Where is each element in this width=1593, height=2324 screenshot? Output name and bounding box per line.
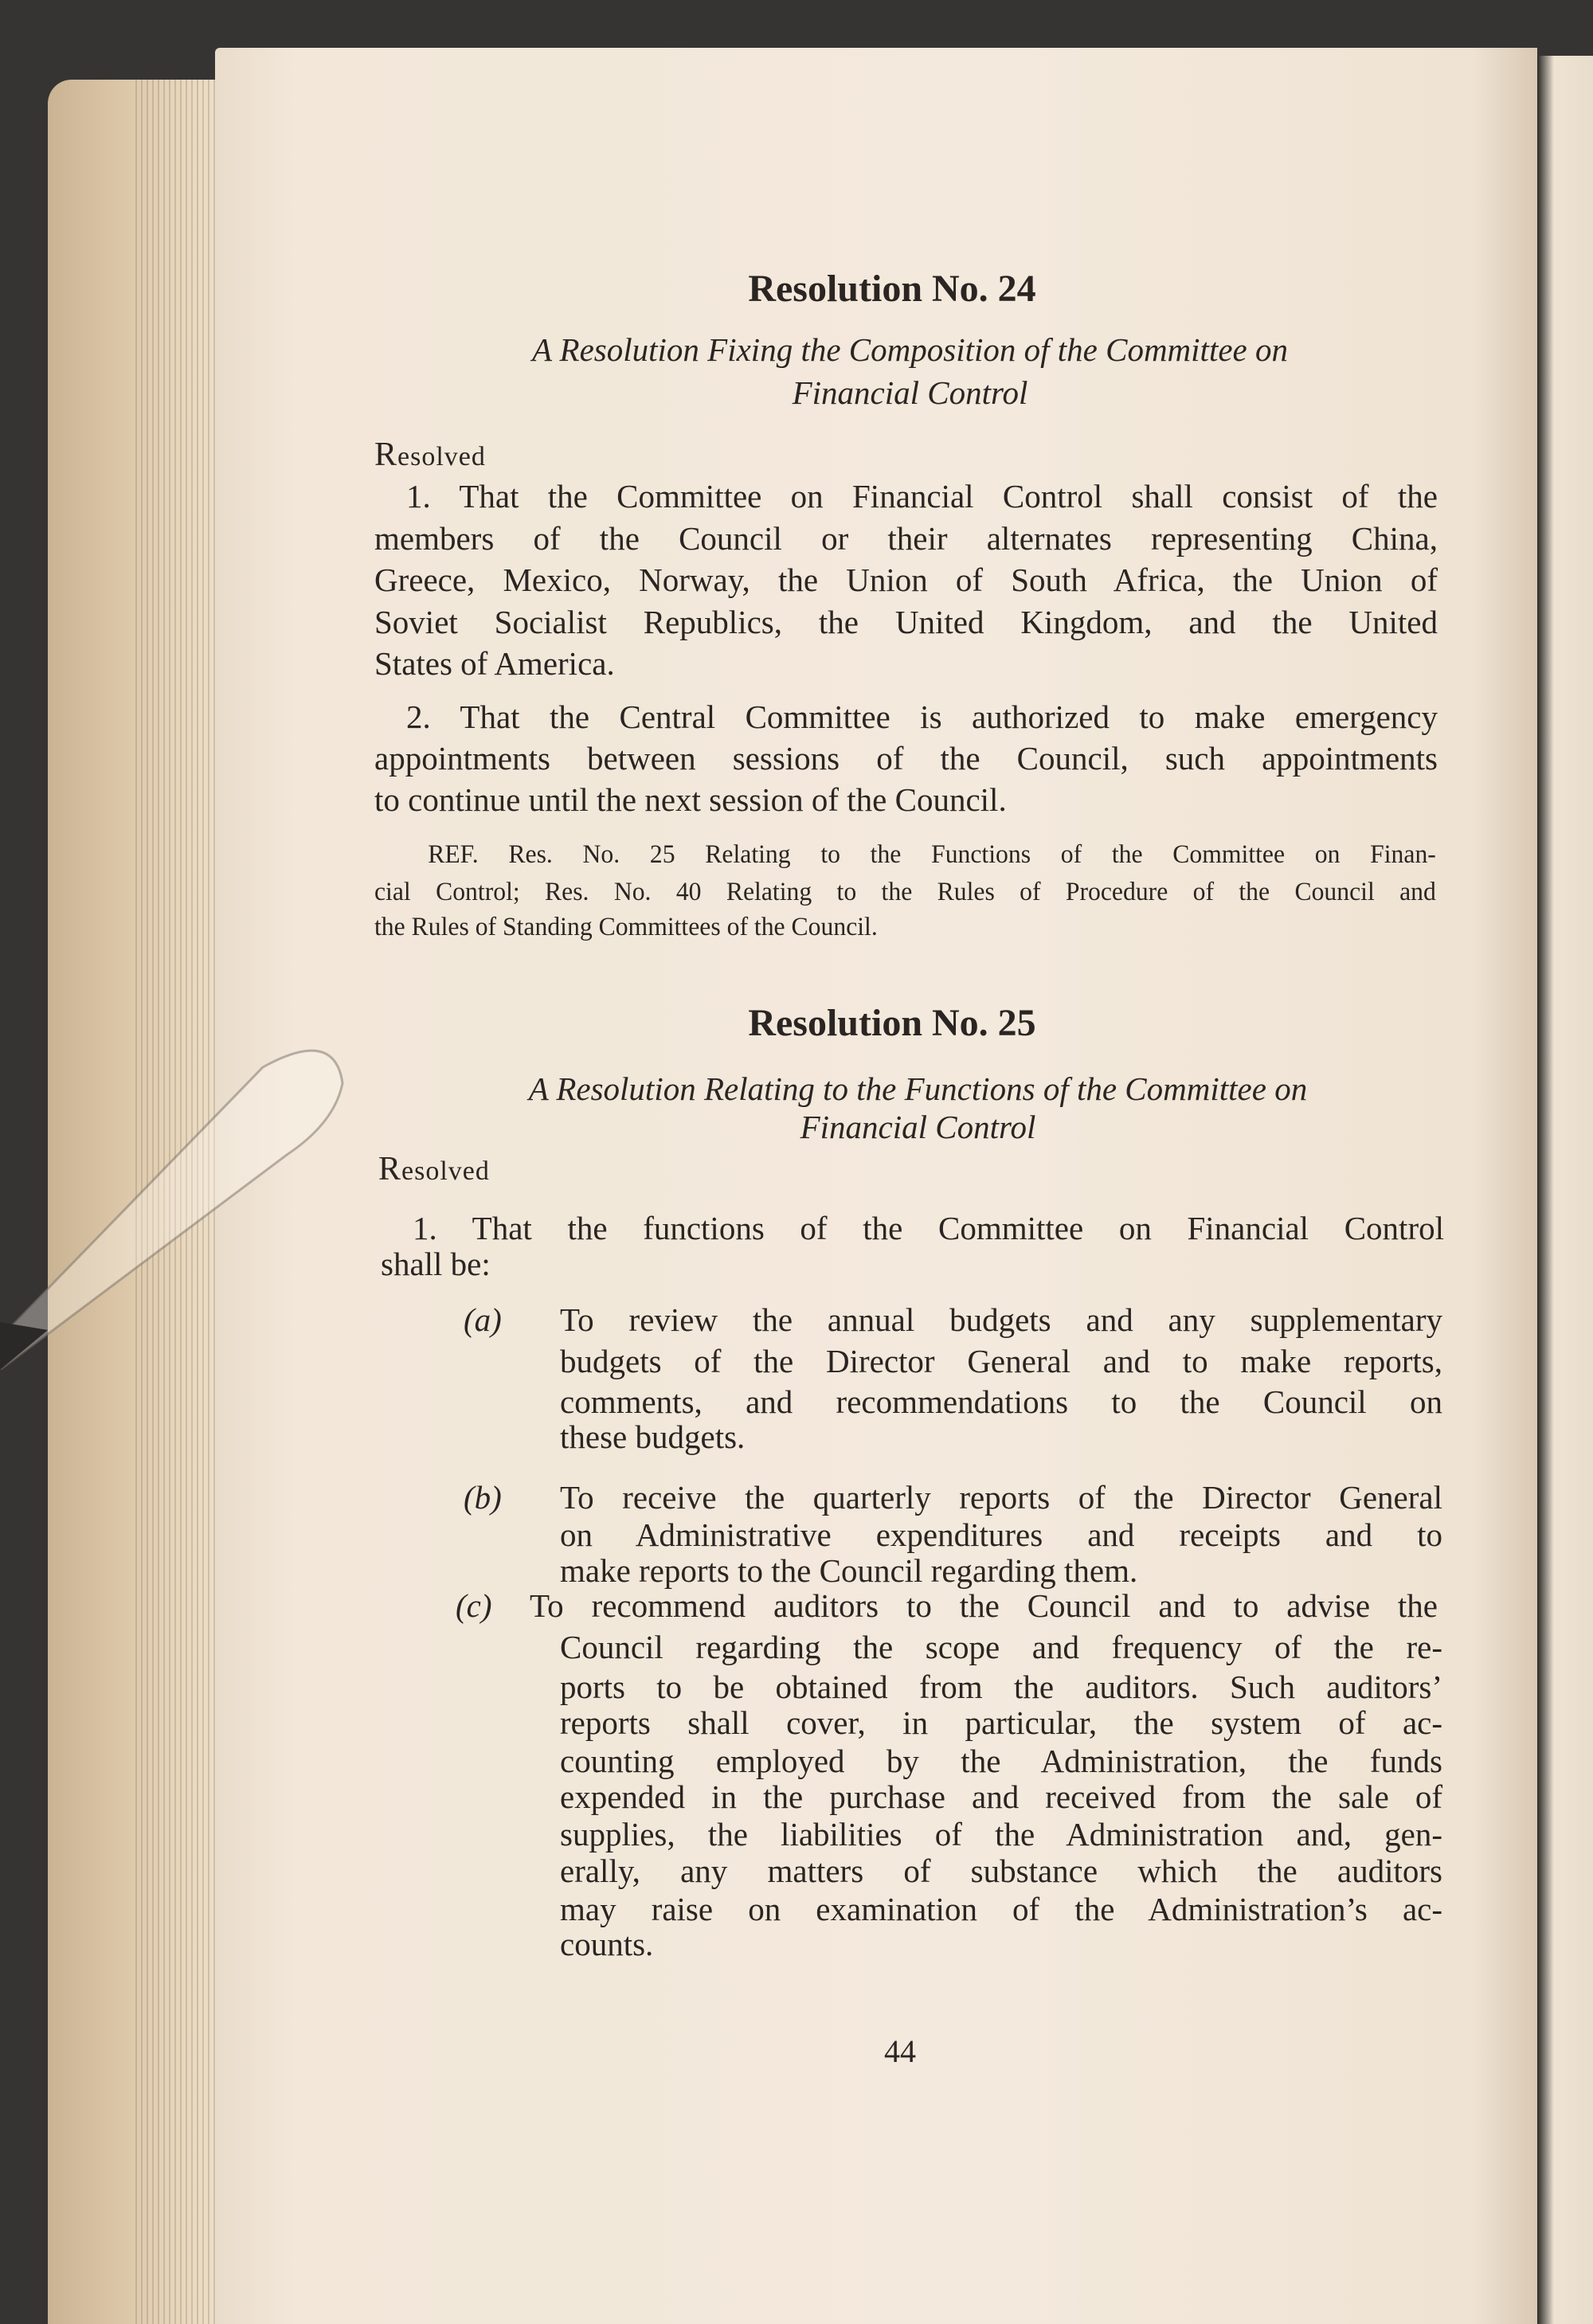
list-item-line: may raise on examination of the Administration’s ac- bbox=[560, 1891, 1442, 1927]
paragraph-line: members of the Council or their alternates representing China, bbox=[374, 520, 1438, 557]
reference-line: the Rules of Standing Committees of the Council. bbox=[374, 913, 878, 941]
resolution-25-title bbox=[0, 1003, 1593, 1044]
resolution-25-subtitle: Financial Control bbox=[800, 1109, 1036, 1145]
resolution-24-subtitle: Financial Control bbox=[792, 374, 1028, 411]
reference-line: REF. Res. No. 25 Relating to the Functions of the Committee on Finan- bbox=[428, 840, 1436, 869]
paragraph-line: appointments between sessions of the Council, such appointments bbox=[374, 740, 1438, 777]
resolution-24-title-text: Resolution No. 24 bbox=[748, 268, 1036, 310]
resolution-25-subtitle: A Resolution Relating to the Functions of the Committee on bbox=[528, 1070, 1308, 1107]
list-item-line: counts. bbox=[560, 1926, 654, 1962]
list-item-line: expended in the purchase and received from the sale of bbox=[560, 1778, 1442, 1815]
resolution-24-subtitle: A Resolution Fixing the Composition of the Committee on bbox=[532, 331, 1288, 368]
resolved-label: Resolved bbox=[374, 436, 486, 473]
paragraph-line: Greece, Mexico, Norway, the Union of South Africa, the Union of bbox=[374, 561, 1438, 598]
list-item-line: ports to be obtained from the auditors. Such auditors’ bbox=[560, 1669, 1442, 1705]
list-item-label: (b) bbox=[464, 1479, 502, 1516]
list-item-line: budgets of the Director General and to make reports, bbox=[560, 1343, 1442, 1379]
paragraph-line: 2. That the Central Committee is authorized to make emergency bbox=[406, 698, 1438, 735]
list-item-line: erally, any matters of substance which the auditors bbox=[560, 1853, 1442, 1889]
resolution-24-title bbox=[0, 268, 1593, 310]
plastic-page-tab bbox=[0, 1035, 382, 1370]
paragraph-line: 1. That the Committee on Financial Control shall consist of the bbox=[406, 478, 1438, 514]
page-number: 44 bbox=[884, 2033, 916, 2069]
list-item-label: (a) bbox=[464, 1301, 502, 1338]
list-item-line: these budgets. bbox=[560, 1418, 746, 1455]
paragraph-line: Soviet Socialist Republics, the United Kingdom, and the United bbox=[374, 604, 1438, 640]
paragraph-line: shall be: bbox=[381, 1246, 491, 1282]
next-page-edge bbox=[1537, 56, 1593, 2324]
list-item-line: comments, and recommendations to the Council on bbox=[560, 1383, 1442, 1420]
resolved-label: Resolved bbox=[378, 1151, 490, 1187]
list-item-line: supplies, the liabilities of the Administration and, gen- bbox=[560, 1816, 1442, 1853]
list-item-line: reports shall cover, in particular, the system of ac- bbox=[560, 1704, 1442, 1741]
list-item-line: on Administrative expenditures and receipts and to bbox=[560, 1516, 1442, 1553]
paragraph-line: 1. That the functions of the Committee on Financial Control bbox=[413, 1210, 1444, 1246]
list-item-line: make reports to the Council regarding them. bbox=[560, 1552, 1138, 1589]
list-item-line: To receive the quarterly reports of the Director General bbox=[560, 1479, 1442, 1516]
list-item-line: counting employed by the Administration, the funds bbox=[560, 1743, 1442, 1779]
list-item-line: Council regarding the scope and frequency of the re- bbox=[560, 1629, 1442, 1665]
paragraph-line: States of America. bbox=[374, 645, 615, 682]
resolution-25-title-text: Resolution No. 25 bbox=[748, 1002, 1036, 1044]
paragraph-line: to continue until the next session of the Council. bbox=[374, 781, 1007, 818]
reference-line: cial Control; Res. No. 40 Relating to the Rules of Procedure of the Council and bbox=[374, 878, 1436, 906]
list-item-line: To review the annual budgets and any supplementary bbox=[560, 1301, 1442, 1338]
list-item-label: (c) bbox=[456, 1587, 492, 1624]
list-item-line: To recommend auditors to the Council and to advise the bbox=[530, 1587, 1438, 1624]
